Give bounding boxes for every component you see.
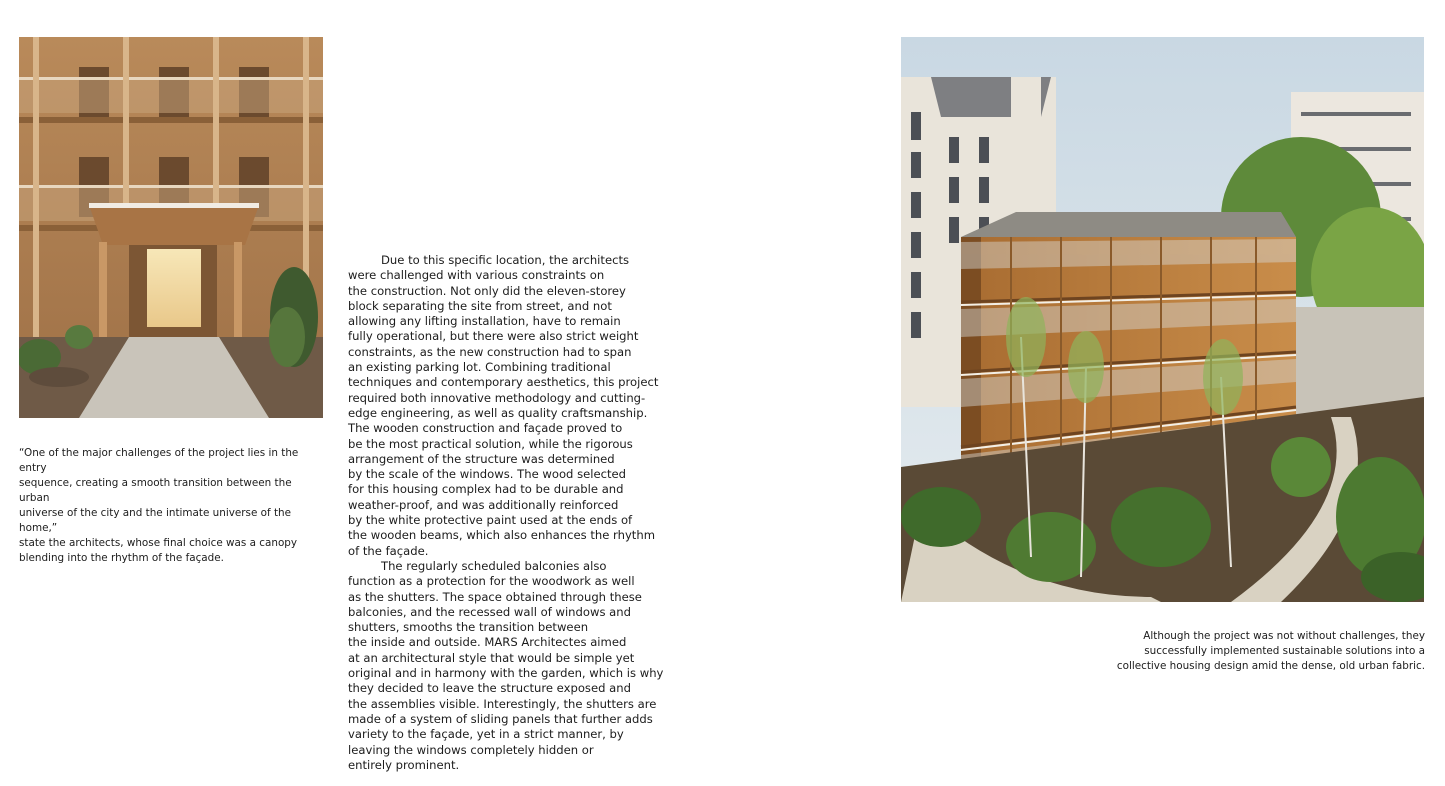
- body-line: made of a system of sliding panels that further adds: [348, 711, 653, 726]
- courtyard-photo-caption: [1100, 629, 1425, 674]
- body-line: weather-proof, and was additionally reinforced: [348, 497, 619, 512]
- body-line: of the façade.: [348, 543, 429, 558]
- body-line: function as a protection for the woodwork as well: [348, 574, 635, 589]
- caption-line: blending into the rhythm of the façade.: [19, 552, 224, 564]
- caption-line: collective housing design amid the dense, old urban fabric.: [1116, 660, 1425, 672]
- article-body-text: [348, 253, 664, 773]
- body-line: techniques and contemporary aesthetics, this project: [348, 375, 659, 390]
- body-line: balconies, and the recessed wall of windows and: [348, 604, 631, 619]
- caption-line: Although the project was not without challenges, they: [1143, 630, 1425, 642]
- body-line: Due to this specific location, the architects: [381, 253, 630, 267]
- body-line: be the most practical solution, while the rigorous: [348, 436, 633, 451]
- body-line: the inside and outside. MARS Architectes aimed: [348, 635, 627, 650]
- body-line: the assemblies visible. Interestingly, the shutters are: [348, 696, 657, 711]
- body-line: entirely prominent.: [348, 757, 460, 772]
- caption-line: “One of the major challenges of the project lies in the entry: [19, 447, 299, 474]
- body-line: shutters, smooths the transition between: [348, 620, 589, 635]
- entrance-photo-caption: [19, 446, 324, 566]
- courtyard-building-photo: [901, 37, 1424, 602]
- body-line: The wooden construction and façade proved to: [348, 421, 623, 436]
- body-line: arrangement of the structure was determined: [348, 451, 615, 466]
- caption-line: sequence, creating a smooth transition between the urban: [19, 477, 292, 504]
- body-line: the wooden beams, which also enhances the rhythm: [348, 528, 655, 543]
- body-line: they decided to leave the structure exposed and: [348, 681, 631, 696]
- entrance-canopy-photo: [19, 37, 323, 418]
- body-line: leaving the windows completely hidden or: [348, 742, 594, 757]
- body-line: edge engineering, as well as quality craftsmanship.: [348, 405, 648, 420]
- caption-line: successfully implemented sustainable solutions into a: [1144, 645, 1425, 657]
- body-line: were challenged with various constraints on: [348, 268, 605, 283]
- body-line: required both innovative methodology and cutting-: [348, 390, 646, 405]
- body-line: an existing parking lot. Combining traditional: [348, 360, 611, 375]
- caption-line: universe of the city and the intimate universe of the home,”: [19, 507, 292, 534]
- body-line: by the white protective paint used at the ends of: [348, 513, 633, 528]
- body-line: allowing any lifting installation, have to remain: [348, 314, 621, 329]
- body-line: the construction. Not only did the eleven-storey: [348, 283, 626, 298]
- body-line: block separating the site from street, and not: [348, 298, 612, 313]
- caption-line: state the architects, whose final choice was a canopy: [19, 537, 298, 549]
- body-paragraph-2: [348, 558, 664, 773]
- body-line: original and in harmony with the garden, which is why: [348, 666, 664, 681]
- body-line: at an architectural style that would be simple yet: [348, 650, 635, 665]
- body-paragraph-1: [348, 253, 658, 559]
- body-line: The regularly scheduled balconies also: [381, 558, 607, 573]
- body-line: variety to the façade, yet in a strict manner, by: [348, 727, 624, 742]
- body-line: as the shutters. The space obtained through these: [348, 589, 642, 604]
- body-line: by the scale of the windows. The wood selected: [348, 467, 627, 482]
- body-line: fully operational, but there were also strict weight: [348, 329, 639, 344]
- body-line: constraints, as the new construction had to span: [348, 344, 632, 359]
- body-line: for this housing complex had to be durable and: [348, 482, 624, 497]
